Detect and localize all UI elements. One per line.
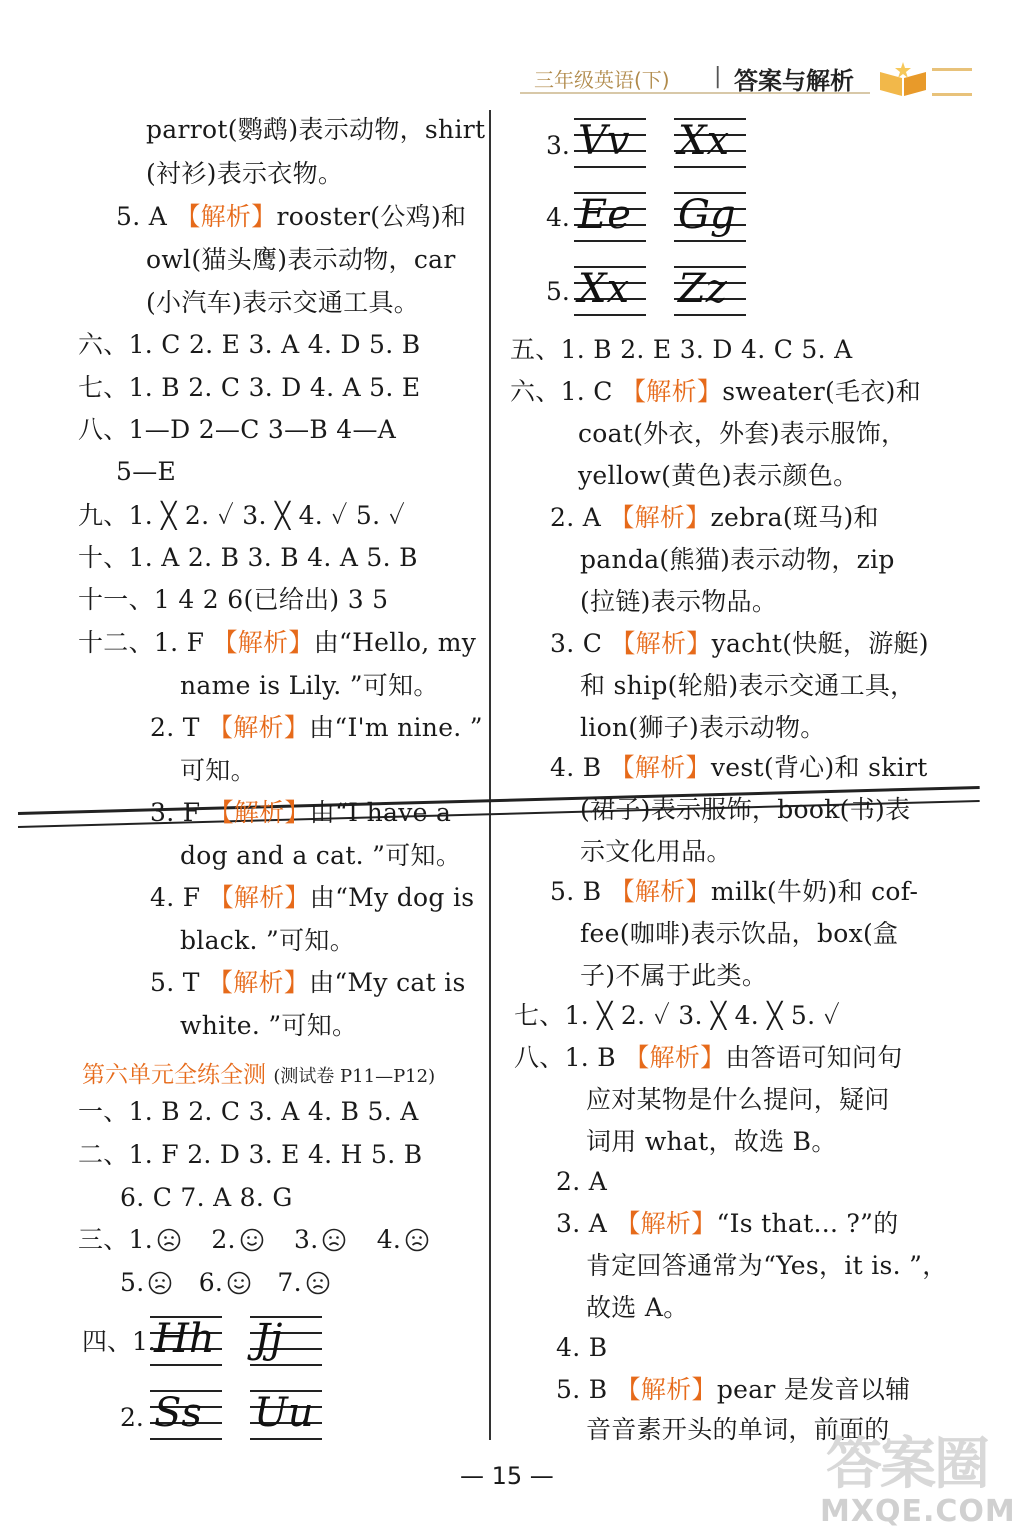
handwriting-box — [674, 190, 746, 244]
answer-line: owl(猫头鹰)表示动物，car — [146, 245, 456, 274]
handwriting-label: 四、1. — [82, 1327, 156, 1356]
answer-text: rooster(公鸡)和 — [276, 202, 467, 231]
handwriting-letters: Hh — [154, 1316, 215, 1362]
answer-text: yacht(快艇，游艇) — [711, 629, 929, 658]
answer-line: (裙子)表示服饰，book(书)表 — [580, 795, 911, 824]
handwriting-label: 5. — [546, 277, 570, 306]
answer-number: 2. — [211, 1225, 236, 1254]
answer-line: coat(外衣，外套)表示服饰， — [578, 419, 907, 448]
sad-face-icon — [148, 1271, 172, 1295]
answer-line: panda(熊猫)表示动物，zip — [580, 545, 895, 574]
answer-number: 六、1. C — [510, 377, 621, 406]
analysis-tag: 【解析】 — [609, 503, 711, 532]
answer-text: “Is that... ?”的 — [716, 1209, 899, 1238]
answer-number: 5. B — [550, 877, 610, 906]
sad-face-icon — [306, 1271, 330, 1295]
answer-number: 7. — [277, 1268, 302, 1297]
analysis-tag: 【解析】 — [620, 377, 723, 406]
answer-text: 由“I have a — [309, 798, 452, 827]
answer-line: 音音素开头的单词，前面的 — [586, 1415, 890, 1444]
answer-line: 二、1. F 2. D 3. E 4. H 5. B — [78, 1140, 423, 1169]
answer-line: 故选 A。 — [586, 1293, 689, 1322]
analysis-tag: 【解析】 — [208, 798, 310, 827]
answer-line: white. ”可知。 — [180, 1011, 358, 1040]
handwriting-box — [150, 1314, 222, 1368]
section-title-note: (测试卷 P11—P12) — [273, 1066, 436, 1087]
handwriting-box — [674, 116, 746, 170]
answer-line: yellow(黄色)表示颜色。 — [578, 461, 859, 490]
handwriting-box — [250, 1314, 322, 1368]
header-separator: | — [714, 64, 722, 89]
answer-text: vest(背心)和 skirt — [710, 753, 928, 782]
answer-text: sweater(毛衣)和 — [722, 377, 922, 406]
answer-text: zebra(斑马)和 — [710, 503, 879, 532]
answer-line — [116, 201, 466, 233]
page-number: — 15 — — [460, 1462, 554, 1490]
answer-number: 三、1. — [78, 1225, 154, 1254]
answer-number: 5. B — [556, 1375, 616, 1404]
handwriting-letters: Zz — [678, 266, 727, 312]
analysis-tag: 【解析】 — [212, 628, 314, 657]
answer-line: 示文化用品。 — [580, 837, 732, 866]
answer-line: 八、1—D 2—C 3—B 4—A — [78, 415, 397, 444]
watermark-site: MXQE.COM — [820, 1494, 1016, 1529]
watermark-logo — [820, 1420, 1016, 1536]
handwriting-box — [574, 264, 646, 318]
analysis-tag: 【解析】 — [175, 202, 277, 231]
answer-line: 2. A — [556, 1167, 608, 1196]
analysis-tag: 【解析】 — [609, 753, 711, 782]
answer-line — [556, 1208, 899, 1240]
answer-line — [510, 376, 921, 408]
answer-line: 词用 what，故选 B。 — [586, 1127, 837, 1156]
answer-line: 4. B — [556, 1333, 608, 1362]
answer-number: 2. T — [150, 713, 208, 742]
handwriting-box — [674, 264, 746, 318]
answer-line: 十一、1 4 2 6(已给出) 3 5 — [78, 585, 389, 614]
analysis-tag: 【解析】 — [615, 1209, 717, 1238]
answer-line — [550, 502, 879, 534]
handwriting-letters: Ee — [578, 192, 631, 238]
section-title — [82, 1056, 435, 1089]
answer-line: 肯定回答通常为“Yes，it is. ”， — [586, 1251, 948, 1280]
analysis-tag: 【解析】 — [207, 968, 310, 997]
handwriting-letters: Xx — [678, 118, 730, 164]
answer-line — [514, 1042, 903, 1074]
answer-line: 可知。 — [180, 756, 256, 785]
answer-line — [550, 628, 929, 660]
section-title-text: 第六单元全练全测 — [82, 1062, 266, 1088]
analysis-tag: 【解析】 — [624, 1043, 726, 1072]
analysis-tag: 【解析】 — [208, 883, 310, 912]
answer-line: 九、1. ╳ 2. ✓ 3. ╳ 4. ✓ 5. ✓ — [78, 501, 406, 530]
analysis-tag: 【解析】 — [615, 1375, 717, 1404]
answer-line — [150, 882, 474, 914]
answer-line: dog and a cat. ”可知。 — [180, 841, 462, 870]
page-header — [520, 58, 970, 102]
happy-face-icon — [240, 1228, 264, 1252]
answer-text: 由“Hello, my — [313, 628, 477, 657]
answer-line — [78, 1224, 429, 1256]
answer-line: black. ”可知。 — [180, 926, 356, 955]
answer-number: 5. A — [116, 202, 176, 231]
answer-number: 6. — [198, 1268, 224, 1297]
handwriting-letters: Xx — [578, 266, 630, 312]
answer-number: 十二、1. F — [78, 628, 213, 657]
column-divider — [489, 110, 491, 1440]
answer-line — [550, 876, 918, 908]
answer-text: 由“My cat is — [309, 968, 466, 997]
answer-line: (衬衫)表示衣物。 — [146, 159, 344, 188]
handwriting-box — [250, 1388, 322, 1442]
answer-text: 由“I'm nine. ” — [309, 713, 483, 742]
answer-text: 由“My dog is — [309, 883, 475, 912]
open-book-icon — [876, 58, 930, 98]
answer-line: 七、1. ╳ 2. ✓ 3. ╳ 4. ╳ 5. ✓ — [514, 1001, 840, 1030]
handwriting-label: 4. — [546, 203, 570, 232]
handwriting-box — [574, 190, 646, 244]
answer-line: (小汽车)表示交通工具。 — [146, 288, 420, 317]
handwriting-label: 2. — [120, 1403, 144, 1432]
answer-line — [120, 1267, 330, 1299]
answer-number: 2. A — [550, 503, 610, 532]
happy-face-icon — [227, 1271, 251, 1295]
answer-number: 5. T — [150, 968, 208, 997]
answer-line: 和 ship(轮船)表示交通工具， — [580, 671, 916, 700]
watermark-mark: 答案圈 — [826, 1432, 988, 1497]
sad-face-icon — [405, 1228, 429, 1252]
handwriting-letters: Jj — [254, 1316, 283, 1362]
answer-text: pear 是发音以辅 — [716, 1375, 911, 1404]
answer-number: 4. — [376, 1225, 402, 1254]
answer-line: (拉链)表示物品。 — [580, 587, 778, 616]
answer-number: 八、1. B — [514, 1043, 625, 1072]
header-decoration — [932, 68, 972, 96]
handwriting-letters: Vv — [578, 118, 630, 164]
answer-line: 子)不属于此类。 — [580, 961, 768, 990]
sad-face-icon — [322, 1228, 346, 1252]
handwriting-letters: Uu — [254, 1390, 314, 1436]
answer-line — [150, 967, 466, 999]
answer-line: 十、1. A 2. B 3. B 4. A 5. B — [78, 543, 418, 572]
answer-line: name is Lily. ”可知。 — [180, 671, 439, 700]
header-rule — [520, 92, 870, 94]
answer-text: milk(牛奶)和 cof- — [710, 877, 919, 906]
header-subject: 三年级英语(下) — [534, 68, 670, 92]
answer-number: 4. F — [150, 883, 209, 912]
answer-line: 六、1. C 2. E 3. A 4. D 5. B — [78, 330, 421, 359]
answer-line — [78, 627, 476, 659]
handwriting-box — [574, 116, 646, 170]
answer-line: 应对某物是什么提问，疑问 — [586, 1085, 890, 1114]
answer-line: 七、1. B 2. C 3. D 4. A 5. E — [78, 373, 421, 402]
answer-number: 3. A — [556, 1209, 616, 1238]
analysis-tag: 【解析】 — [207, 713, 310, 742]
answer-line: 五、1. B 2. E 3. D 4. C 5. A — [510, 335, 853, 364]
answer-number: 3. C — [550, 629, 611, 658]
analysis-tag: 【解析】 — [609, 877, 711, 906]
handwriting-box — [150, 1388, 222, 1442]
answer-number: 4. B — [550, 753, 610, 782]
answer-line: 5—E — [116, 457, 177, 486]
answer-number: 3. F — [150, 798, 209, 827]
answer-line — [550, 752, 928, 784]
answer-line — [150, 797, 451, 829]
answer-number: 5. — [120, 1268, 145, 1297]
answer-line: parrot(鹦鹉)表示动物，shirt — [146, 115, 486, 144]
answer-line: 6. C 7. A 8. G — [120, 1183, 293, 1212]
answer-line — [150, 712, 483, 744]
answer-number: 3. — [294, 1225, 319, 1254]
handwriting-letters: Ss — [154, 1390, 202, 1436]
analysis-tag: 【解析】 — [610, 629, 712, 658]
handwriting-label: 3. — [546, 131, 570, 160]
answer-line — [556, 1374, 910, 1406]
answer-text: 由答语可知问句 — [725, 1043, 903, 1072]
sad-face-icon — [157, 1228, 181, 1252]
header-title: 答案与解析 — [734, 67, 854, 95]
answer-line: fee(咖啡)表示饮品，box(盒 — [580, 919, 899, 948]
handwriting-letters: Gg — [678, 192, 736, 238]
answer-line: 一、1. B 2. C 3. A 4. B 5. A — [78, 1097, 419, 1126]
answer-line: lion(狮子)表示动物。 — [580, 713, 826, 742]
